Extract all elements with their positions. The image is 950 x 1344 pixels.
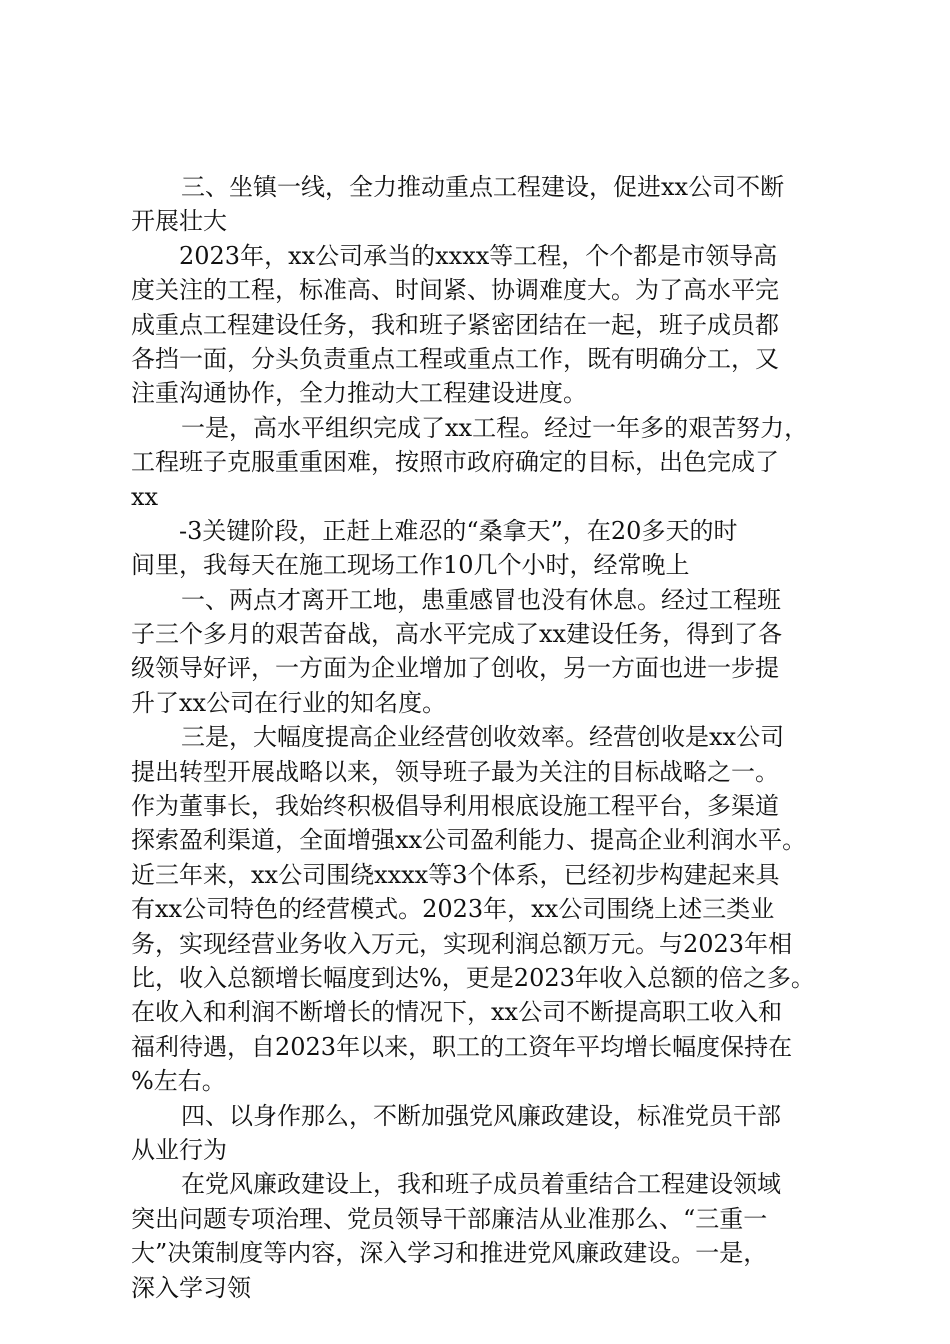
paragraph-line: 工程班子克服重重困难，按照市政府确定的目标，出色完成了 xyxy=(131,448,779,477)
heading-section-four-cont: 从业行为 xyxy=(131,1135,227,1164)
heading-section-four: 四、以身作那么，不断加强党风廉政建设，标准党员干部 xyxy=(181,1101,781,1130)
paragraph-line: 度关注的工程，标准高、时间紧、协调难度大。为了高水平完 xyxy=(131,276,779,305)
paragraph-line: 注重沟通协作，全力推动大工程建设进度。 xyxy=(131,379,587,408)
paragraph-line: 成重点工程建设任务，我和班子紧密团结在一起，班子成员都 xyxy=(131,310,779,339)
paragraph-line: 务，实现经营业务收入万元，实现利润总额万元。与2023年相 xyxy=(131,929,793,958)
paragraph-line: 福利待遇，自2023年以来，职工的工资年平均增长幅度保持在 xyxy=(131,1032,793,1061)
paragraph-line: 在收入和利润不断增长的情况下，xx公司不断提高职工收入和 xyxy=(131,998,783,1027)
paragraph-line: 子三个多月的艰苦奋战，高水平完成了xx建设任务，得到了各 xyxy=(131,620,783,649)
paragraph-line: 级领导好评，一方面为企业增加了创收，另一方面也进一步提 xyxy=(131,654,779,683)
paragraph-line: 间里，我每天在施工现场工作10几个小时，经常晚上 xyxy=(131,551,690,580)
paragraph-line: 探索盈利渠道，全面增强xx公司盈利能力、提高企业利润水平。 xyxy=(131,826,807,855)
paragraph-line: 突出问题专项治理、党员领导干部廉洁从业准那么、“三重一 xyxy=(131,1204,768,1233)
paragraph-line: 提出转型开展战略以来，领导班子最为关注的目标战略之一。 xyxy=(131,757,779,786)
paragraph-line: 在党风廉政建设上，我和班子成员着重结合工程建设领域 xyxy=(181,1170,781,1199)
paragraph-line: 升了xx公司在行业的知名度。 xyxy=(131,688,447,717)
paragraph-line: 大”决策制度等内容，深入学习和推进党风廉政建设。一是， xyxy=(131,1239,768,1268)
paragraph-line: xx xyxy=(131,482,159,511)
paragraph-line: -3关键阶段，正赶上难忍的“桑拿天”，在20多天的时 xyxy=(179,516,738,545)
document-body xyxy=(131,170,831,1305)
paragraph-line: 2023年，xx公司承当的xxxx等工程，个个都是市领导高 xyxy=(179,241,778,270)
paragraph-line: 一是，高水平组织完成了xx工程。经过一年多的艰苦努力， xyxy=(181,413,809,442)
paragraph-line: 一、两点才离开工地，患重感冒也没有休息。经过工程班 xyxy=(181,585,781,614)
paragraph-line: 作为董事长，我始终积极倡导利用根底设施工程平台，多渠道 xyxy=(131,792,779,821)
paragraph-line: 近三年来，xx公司围绕xxxx等3个体系，已经初步构建起来具 xyxy=(131,860,780,889)
paragraph-line: 三是，大幅度提高企业经营创收效率。经营创收是xx公司 xyxy=(181,723,785,752)
paragraph-line: 各挡一面，分头负责重点工程或重点工作，既有明确分工，又 xyxy=(131,344,779,373)
paragraph-line: 比，收入总额增长幅度到达%，更是2023年收入总额的倍之多。 xyxy=(131,963,815,992)
paragraph-line: 深入学习领 xyxy=(131,1273,251,1302)
paragraph-line: %左右。 xyxy=(131,1067,226,1096)
heading-section-three: 三、坐镇一线，全力推动重点工程建设，促进xx公司不断 xyxy=(181,173,785,201)
paragraph-line: 有xx公司特色的经营模式。2023年，xx公司围绕上述三类业 xyxy=(131,895,775,924)
heading-section-three-cont: 开展壮大 xyxy=(131,207,227,236)
